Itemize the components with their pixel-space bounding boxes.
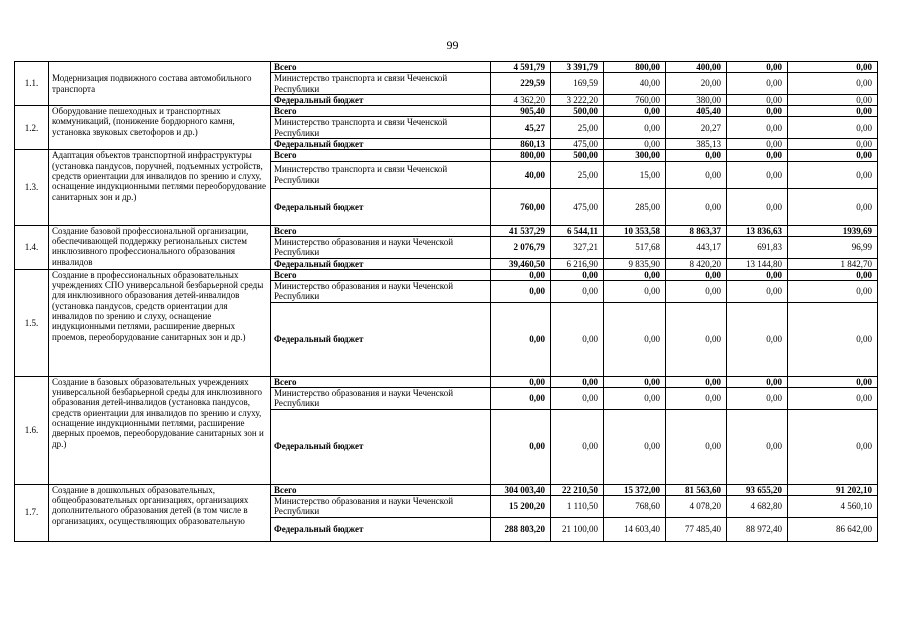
year-amount-cell: 443,17	[666, 236, 727, 258]
funding-source: Федеральный бюджет	[271, 94, 491, 105]
item-number: 1.5.	[15, 269, 49, 376]
funding-source: Федеральный бюджет	[271, 258, 491, 269]
year-amount-cell: 0,00	[788, 376, 878, 387]
item-name: Создание в дошкольных образовательных, общеобразовательных организациях, организациях дополнительного образования детей (в том числе в организациях, осуществляющих образовательную	[49, 484, 271, 541]
year-amount-cell: 1 842,70	[788, 258, 878, 269]
funding-source: Всего	[271, 484, 491, 495]
funding-source: Федеральный бюджет	[271, 302, 491, 376]
item-number: 1.6.	[15, 376, 49, 484]
year-amount-cell: 0,00	[727, 117, 788, 139]
year-amount-cell: 1939,69	[788, 225, 878, 236]
year-amount-cell: 93 655,20	[727, 484, 788, 495]
year-amount-cell: 0,00	[727, 269, 788, 280]
table-row	[15, 106, 878, 117]
year-amount-cell: 0,00	[666, 376, 727, 387]
funding-source: Всего	[271, 269, 491, 280]
year-amount-cell: 0,00	[666, 409, 727, 484]
total-amount-cell: 288 803,20	[491, 517, 551, 541]
total-amount-cell: 760,00	[491, 188, 551, 225]
item-number: 1.3.	[15, 150, 49, 225]
item-number: 1.7.	[15, 484, 49, 541]
year-amount-cell: 15,00	[604, 161, 666, 188]
item-name: Оборудование пешеходных и транспортных коммуникаций, (понижение бордюрного камня, установка звуковых светофоров и др.)	[49, 106, 271, 150]
funding-source: Федеральный бюджет	[271, 139, 491, 150]
year-amount-cell: 3 222,20	[551, 94, 604, 105]
item-number: 1.4.	[15, 225, 49, 269]
year-amount-cell: 400,00	[666, 62, 727, 73]
year-amount-cell: 691,83	[727, 236, 788, 258]
year-amount-cell: 300,00	[604, 150, 666, 161]
year-amount-cell: 0,00	[727, 139, 788, 150]
table-row	[15, 225, 878, 236]
year-amount-cell: 0,00	[727, 188, 788, 225]
year-amount-cell: 21 100,00	[551, 517, 604, 541]
year-amount-cell: 475,00	[551, 139, 604, 150]
year-amount-cell: 0,00	[727, 388, 788, 410]
total-amount-cell: 45,27	[491, 117, 551, 139]
year-amount-cell: 15 372,00	[604, 484, 666, 495]
year-amount-cell: 0,00	[788, 188, 878, 225]
year-amount-cell: 0,00	[666, 281, 727, 303]
funding-source: Всего	[271, 225, 491, 236]
total-amount-cell: 15 200,20	[491, 495, 551, 517]
funding-source: Министерство образования и науки Чеченской Республики	[271, 495, 491, 517]
year-amount-cell: 0,00	[604, 117, 666, 139]
table-row	[15, 150, 878, 161]
budget-table	[14, 61, 878, 542]
funding-source: Всего	[271, 150, 491, 161]
total-amount-cell: 0,00	[491, 269, 551, 280]
year-amount-cell: 0,00	[788, 269, 878, 280]
total-amount-cell: 860,13	[491, 139, 551, 150]
year-amount-cell: 0,00	[788, 302, 878, 376]
year-amount-cell: 0,00	[666, 388, 727, 410]
funding-source: Министерство транспорта и связи Чеченской Республики	[271, 117, 491, 139]
year-amount-cell: 0,00	[666, 188, 727, 225]
year-amount-cell: 8 420,20	[666, 258, 727, 269]
item-name: Модернизация подвижного состава автомобильного транспорта	[49, 62, 271, 106]
year-amount-cell: 0,00	[788, 281, 878, 303]
item-name: Создание в профессиональных образовательных учреждениях СПО универсальной безбарьерной среды для инклюзивного образования детей-инвалидов (установка пандусов, средств ориентации для инвалидов по зрению и слуху, оснащение индукционными петлями, расширение дверных проемов, переоборудование санитарных зон и др.)	[49, 269, 271, 376]
year-amount-cell: 0,00	[604, 302, 666, 376]
item-number: 1.2.	[15, 106, 49, 150]
year-amount-cell: 0,00	[788, 94, 878, 105]
year-amount-cell: 1 110,50	[551, 495, 604, 517]
year-amount-cell: 0,00	[604, 269, 666, 280]
year-amount-cell: 0,00	[727, 161, 788, 188]
year-amount-cell: 9 835,90	[604, 258, 666, 269]
year-amount-cell: 6 216,90	[551, 258, 604, 269]
funding-source: Федеральный бюджет	[271, 409, 491, 484]
year-amount-cell: 768,60	[604, 495, 666, 517]
year-amount-cell: 385,13	[666, 139, 727, 150]
year-amount-cell: 81 563,60	[666, 484, 727, 495]
year-amount-cell: 0,00	[604, 409, 666, 484]
item-number: 1.1.	[15, 62, 49, 106]
year-amount-cell: 0,00	[666, 269, 727, 280]
year-amount-cell: 0,00	[727, 62, 788, 73]
year-amount-cell: 0,00	[604, 388, 666, 410]
year-amount-cell: 96,99	[788, 236, 878, 258]
year-amount-cell: 0,00	[604, 139, 666, 150]
year-amount-cell: 0,00	[727, 106, 788, 117]
funding-source: Министерство образования и науки Чеченской Республики	[271, 281, 491, 303]
year-amount-cell: 0,00	[551, 409, 604, 484]
total-amount-cell: 304 003,40	[491, 484, 551, 495]
year-amount-cell: 0,00	[666, 150, 727, 161]
funding-source: Министерство транспорта и связи Чеченской Республики	[271, 73, 491, 95]
year-amount-cell: 13 144,80	[727, 258, 788, 269]
year-amount-cell: 0,00	[788, 388, 878, 410]
year-amount-cell: 169,59	[551, 73, 604, 95]
year-amount-cell: 0,00	[604, 376, 666, 387]
year-amount-cell: 0,00	[727, 376, 788, 387]
year-amount-cell: 10 353,58	[604, 225, 666, 236]
year-amount-cell: 13 836,63	[727, 225, 788, 236]
year-amount-cell: 86 642,00	[788, 517, 878, 541]
year-amount-cell: 22 210,50	[551, 484, 604, 495]
funding-source: Всего	[271, 376, 491, 387]
table-row	[15, 62, 878, 73]
funding-source: Федеральный бюджет	[271, 517, 491, 541]
year-amount-cell: 760,00	[604, 94, 666, 105]
year-amount-cell: 0,00	[551, 302, 604, 376]
total-amount-cell: 0,00	[491, 302, 551, 376]
year-amount-cell: 40,00	[604, 73, 666, 95]
year-amount-cell: 20,27	[666, 117, 727, 139]
funding-source: Министерство образования и науки Чеченской Республики	[271, 388, 491, 410]
funding-source: Федеральный бюджет	[271, 188, 491, 225]
year-amount-cell: 0,00	[788, 62, 878, 73]
total-amount-cell: 39,460,50	[491, 258, 551, 269]
year-amount-cell: 0,00	[727, 150, 788, 161]
year-amount-cell: 0,00	[788, 150, 878, 161]
item-name: Создание базовой профессиональной организации, обеспечивающей поддержку региональных систем инклюзивного профессионального образования инвалидов	[49, 225, 271, 269]
total-amount-cell: 4 362,20	[491, 94, 551, 105]
year-amount-cell: 4 078,20	[666, 495, 727, 517]
year-amount-cell: 91 202,10	[788, 484, 878, 495]
year-amount-cell: 6 544,11	[551, 225, 604, 236]
total-amount-cell: 0,00	[491, 388, 551, 410]
year-amount-cell: 88 972,40	[727, 517, 788, 541]
year-amount-cell: 0,00	[788, 73, 878, 95]
year-amount-cell: 285,00	[604, 188, 666, 225]
table-row	[15, 376, 878, 387]
year-amount-cell: 0,00	[727, 73, 788, 95]
year-amount-cell: 327,21	[551, 236, 604, 258]
funding-source: Всего	[271, 106, 491, 117]
year-amount-cell: 8 863,37	[666, 225, 727, 236]
year-amount-cell: 0,00	[604, 106, 666, 117]
total-amount-cell: 40,00	[491, 161, 551, 188]
year-amount-cell: 0,00	[666, 302, 727, 376]
year-amount-cell: 517,68	[604, 236, 666, 258]
year-amount-cell: 20,00	[666, 73, 727, 95]
funding-source: Министерство транспорта и связи Чеченской Республики	[271, 161, 491, 188]
year-amount-cell: 77 485,40	[666, 517, 727, 541]
year-amount-cell: 25,00	[551, 161, 604, 188]
page-number: 99	[446, 38, 459, 52]
total-amount-cell: 905,40	[491, 106, 551, 117]
total-amount-cell: 41 537,29	[491, 225, 551, 236]
total-amount-cell: 2 076,79	[491, 236, 551, 258]
year-amount-cell: 4 682,80	[727, 495, 788, 517]
year-amount-cell: 475,00	[551, 188, 604, 225]
year-amount-cell: 0,00	[727, 94, 788, 105]
year-amount-cell: 0,00	[788, 161, 878, 188]
year-amount-cell: 500,00	[551, 106, 604, 117]
table-row	[15, 484, 878, 495]
funding-source: Всего	[271, 62, 491, 73]
year-amount-cell: 0,00	[551, 281, 604, 303]
year-amount-cell: 380,00	[666, 94, 727, 105]
year-amount-cell: 3 391,79	[551, 62, 604, 73]
total-amount-cell: 800,00	[491, 150, 551, 161]
total-amount-cell: 0,00	[491, 281, 551, 303]
item-name: Адаптация объектов транспортной инфраструктуры (установка пандусов, поручней, подъемных устройств, средств ориентации для инвалидов по зрению и слуху, оснащение индукционными петлями переоборудование санитарных зон и др.)	[49, 150, 271, 225]
year-amount-cell: 0,00	[788, 117, 878, 139]
year-amount-cell: 0,00	[727, 281, 788, 303]
funding-source: Министерство образования и науки Чеченской Республики	[271, 236, 491, 258]
year-amount-cell: 25,00	[551, 117, 604, 139]
year-amount-cell: 0,00	[551, 388, 604, 410]
year-amount-cell: 405,40	[666, 106, 727, 117]
year-amount-cell: 500,00	[551, 150, 604, 161]
total-amount-cell: 0,00	[491, 409, 551, 484]
year-amount-cell: 0,00	[551, 376, 604, 387]
year-amount-cell: 0,00	[604, 281, 666, 303]
year-amount-cell: 4 560,10	[788, 495, 878, 517]
item-name: Создание в базовых образовательных учреждениях универсальной безбарьерной среды для инклюзивного образования детей-инвалидов (установка пандусов, средств ориентации для инвалидов по зрению и слуху, оснащение индукционными петлями, расширение дверных проемов, переоборудование санитарных зон и др.)	[49, 376, 271, 484]
year-amount-cell: 800,00	[604, 62, 666, 73]
year-amount-cell: 14 603,40	[604, 517, 666, 541]
year-amount-cell: 0,00	[788, 106, 878, 117]
total-amount-cell: 4 591,79	[491, 62, 551, 73]
table-row	[15, 269, 878, 280]
year-amount-cell: 0,00	[788, 409, 878, 484]
total-amount-cell: 229,59	[491, 73, 551, 95]
total-amount-cell: 0,00	[491, 376, 551, 387]
year-amount-cell: 0,00	[551, 269, 604, 280]
year-amount-cell: 0,00	[727, 409, 788, 484]
year-amount-cell: 0,00	[666, 161, 727, 188]
year-amount-cell: 0,00	[788, 139, 878, 150]
year-amount-cell: 0,00	[727, 302, 788, 376]
